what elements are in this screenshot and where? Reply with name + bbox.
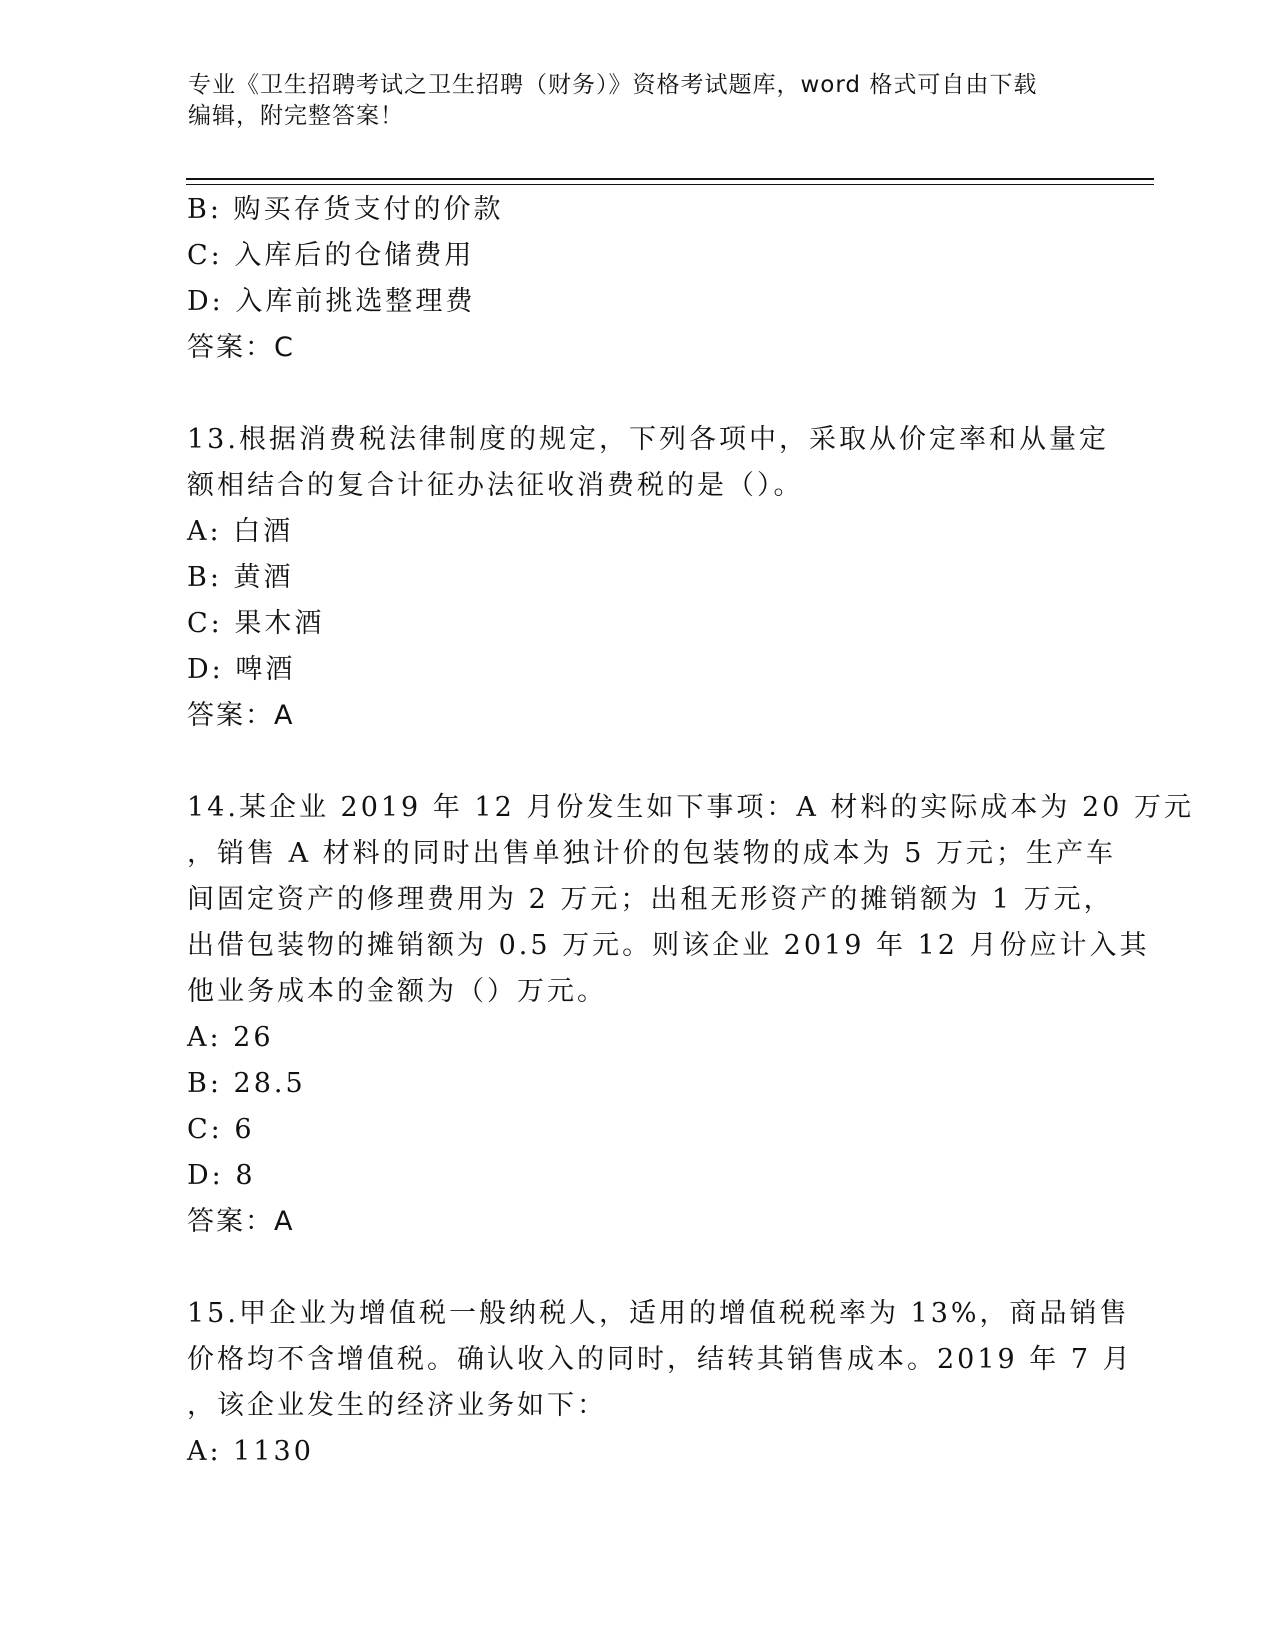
header-divider-thin [186,184,1154,185]
answer: 答案：C [187,332,295,363]
question-content [187,187,1194,1475]
page-header [188,70,1068,132]
question-stem-line: 他业务成本的金额为（）万元。 [187,976,607,1007]
header-divider-thick [186,178,1154,180]
answer: 答案：A [187,1206,295,1237]
question-stem-line: ，销售 A 材料的同时出售单独计价的包装物的成本为 5 万元；生产车 [187,838,1117,869]
option-d: D: 8 [187,1160,256,1191]
answer: 答案：A [187,700,295,731]
question-14 [187,785,1194,1245]
question-stem-line: 15.甲企业为增值税一般纳税人，适用的增值税税率为 13%，商品销售 [187,1298,1130,1329]
question-stem-line: 出借包装物的摊销额为 0.5 万元。则该企业 2019 年 12 月份应计入其 [187,930,1150,961]
question-13 [187,417,1109,739]
question-12-continued [187,187,1087,371]
header-line-2: 编辑，附完整答案！ [188,103,404,129]
option-b: B: 28.5 [187,1068,306,1099]
option-c: C: 果木酒 [187,608,325,639]
option-a: A: 26 [187,1022,274,1053]
option-d: D: 入库前挑选整理费 [187,286,476,317]
header-line-1: 专业《卫生招聘考试之卫生招聘（财务）》资格考试题库，word 格式可自由下载 [188,72,1038,98]
question-stem-line: 13.根据消费税法律制度的规定，下列各项中，采取从价定率和从量定 [187,424,1109,455]
option-a: A: 1130 [187,1436,314,1467]
question-stem-line: 价格均不含增值税。确认收入的同时，结转其销售成本。2019 年 7 月 [187,1344,1133,1375]
option-c: C: 6 [187,1114,255,1145]
option-b: B: 购买存货支付的价款 [187,194,504,225]
option-b: B: 黄酒 [187,562,294,593]
question-stem-line: ，该企业发生的经济业务如下： [187,1390,607,1421]
option-c: C: 入库后的仓储费用 [187,240,475,271]
option-a: A: 白酒 [187,516,294,547]
question-stem-line: 额相结合的复合计征办法征收消费税的是（）。 [187,470,804,501]
question-15 [187,1291,1133,1475]
question-stem-line: 间固定资产的修理费用为 2 万元；出租无形资产的摊销额为 1 万元， [187,884,1114,915]
option-d: D: 啤酒 [187,654,296,685]
question-stem-line: 14.某企业 2019 年 12 月份发生如下事项：A 材料的实际成本为 20 万元 [187,792,1194,823]
